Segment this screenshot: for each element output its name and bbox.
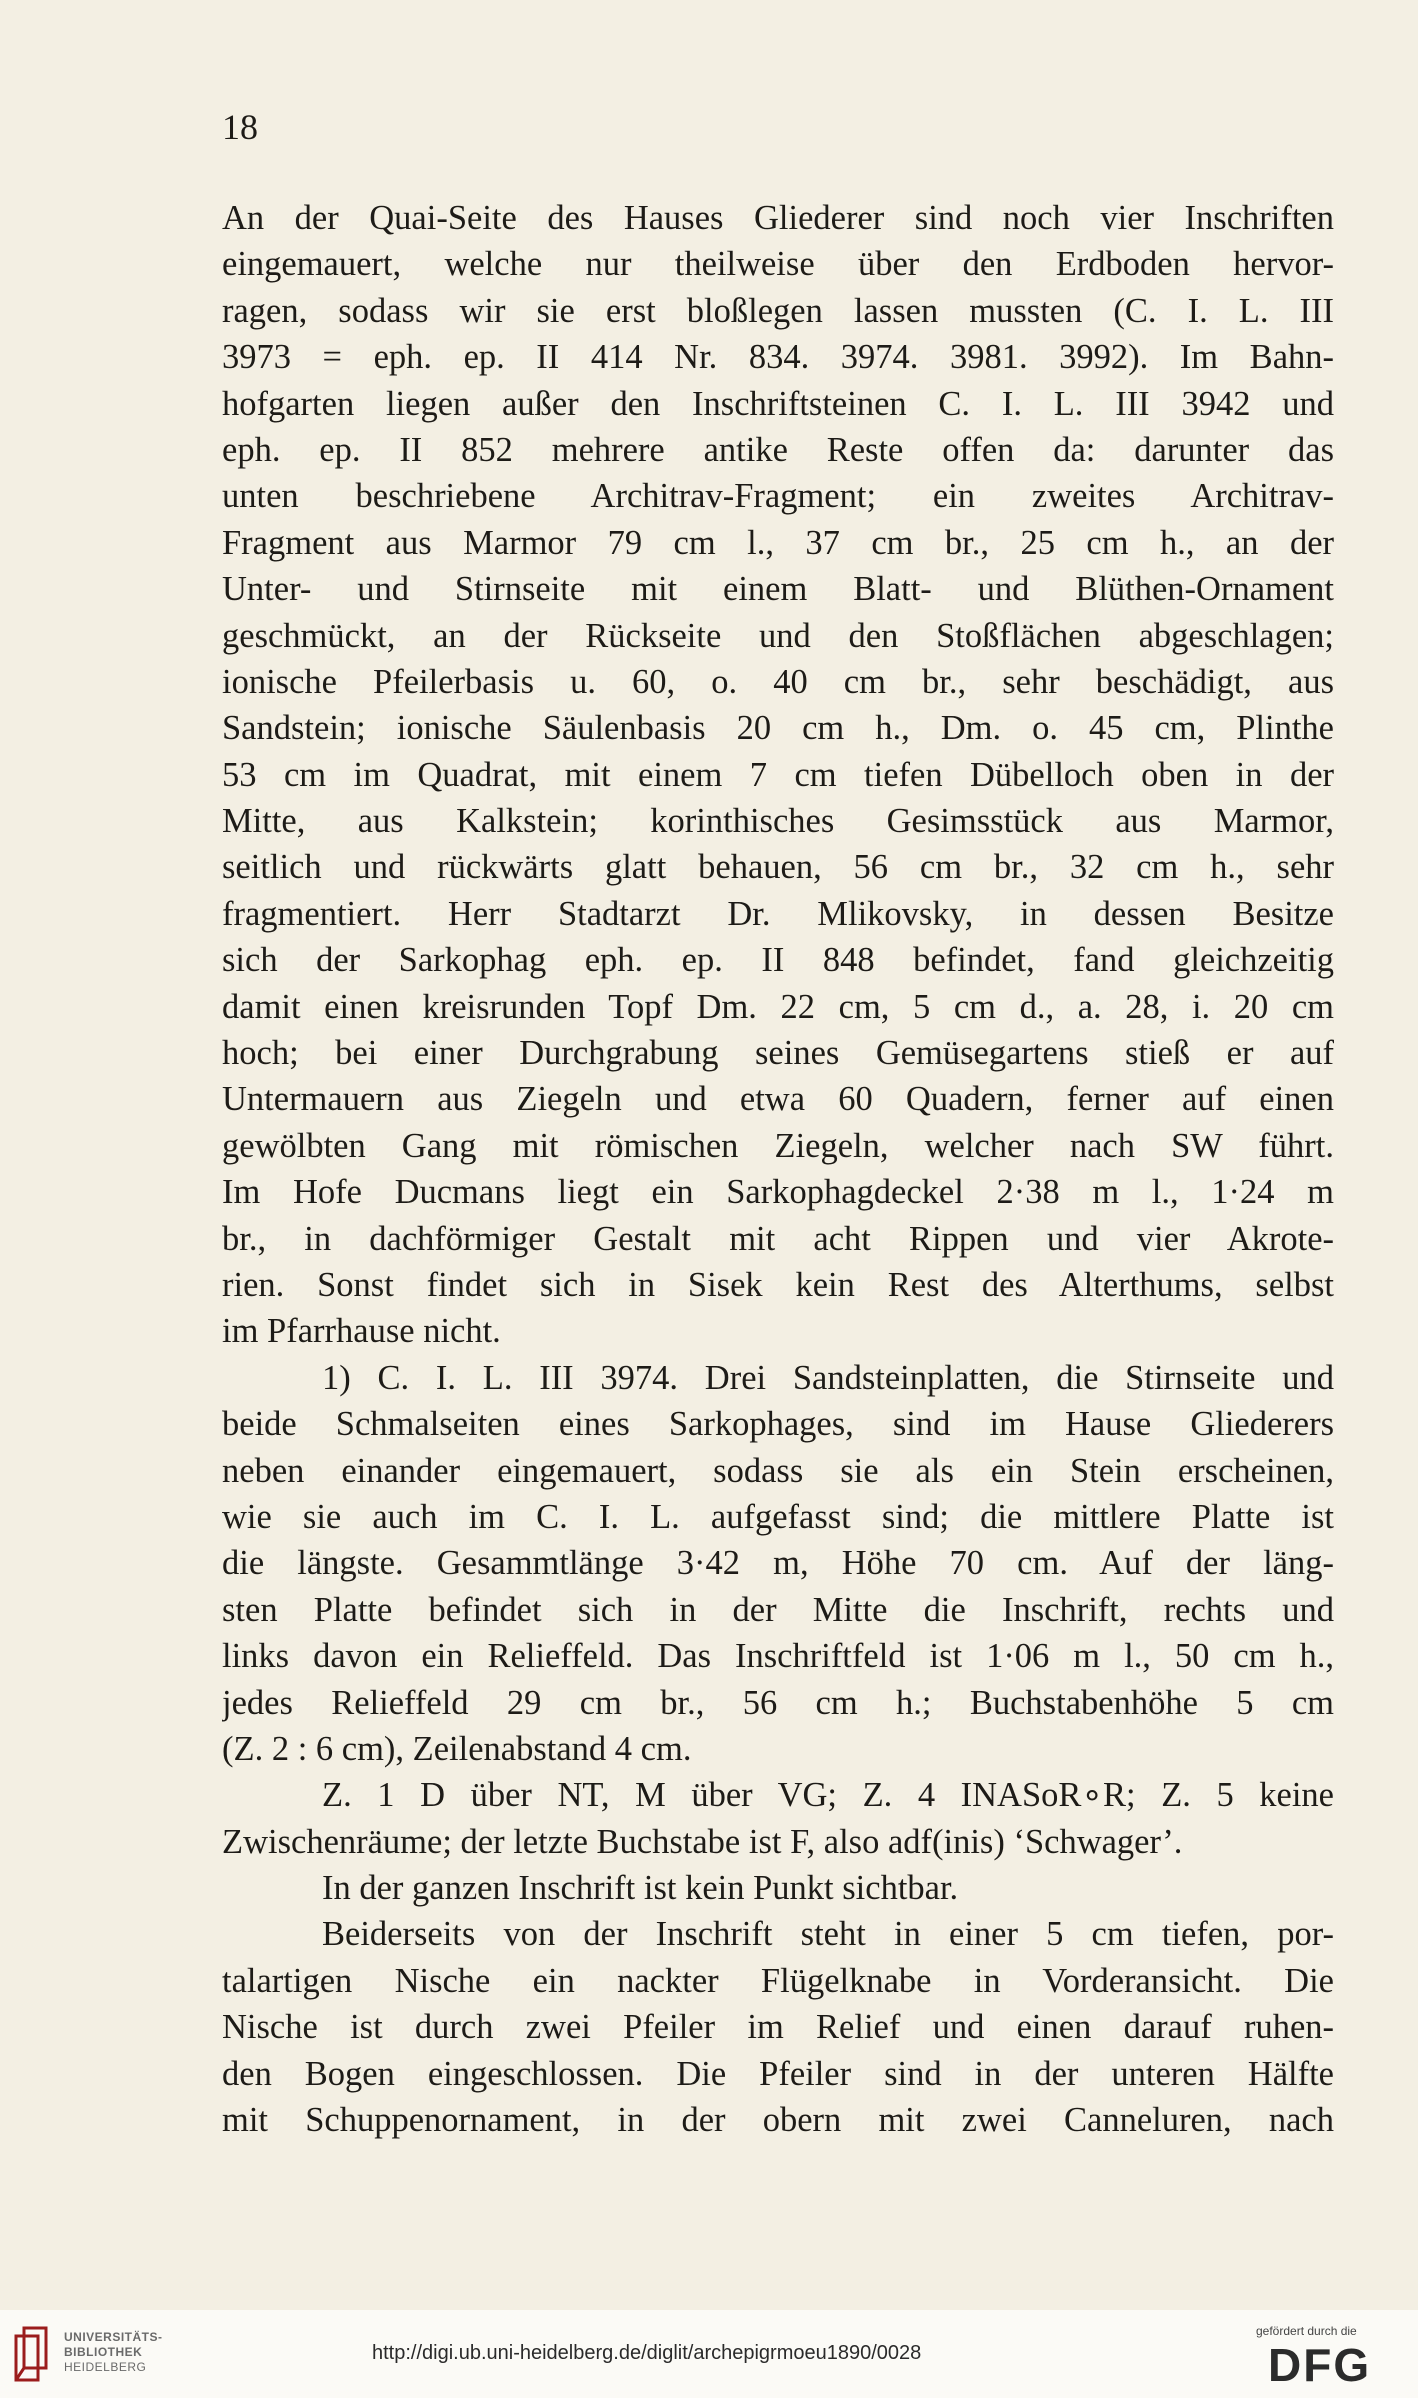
text-line: ragen, sodass wir sie erst bloßlegen lassen mussten (C. I. L. III [222,291,1334,330]
text-line: An der Quai-Seite des Hauses Gliederer sind noch vier Inschriften [222,199,1334,237]
text-line: Fragment aus Marmor 79 cm l., 37 cm br., 25 cm h., an der [222,523,1334,562]
text-line: Sandstein; ionische Säulenbasis 20 cm h., Dm. o. 45 cm, Plinthe [222,709,1334,748]
text-line: Im Hofe Ducmans liegt ein Sarkophagdeckel 2·38 m l., 1·24 m [222,1173,1334,1212]
text-line: br., in dachförmiger Gestalt mit acht Rippen und vier Akrote- [222,1219,1334,1258]
library-name-line1: UNIVERSITÄTS- [64,2330,163,2344]
text-line: Unter- und Stirnseite mit einem Blatt- und Blüthen-Ornament [222,570,1334,609]
text-line: fragmentiert. Herr Stadtarzt Dr. Mlikovsky, in dessen Besitze [222,894,1334,933]
text-line: hoch; bei einer Durchgrabung seines Gemüsegartens stieß er auf [222,1034,1334,1073]
text-line: beide Schmalseiten eines Sarkophages, sind im Hause Gliederers [222,1405,1334,1444]
text-line: 53 cm im Quadrat, mit einem 7 cm tiefen Dübelloch oben in der [222,755,1334,794]
text-line: sich der Sarkophag eph. ep. II 848 befindet, fand gleichzeitig [222,941,1334,980]
library-name-line2: BIBLIOTHEK [64,2345,143,2359]
text-line: die längste. Gesammtlänge 3·42 m, Höhe 70 cm. Auf der läng- [222,1544,1334,1583]
text-line: (Z. 2 : 6 cm), Zeilenabstand 4 cm. [222,1729,692,1768]
text-line: eingemauert, welche nur theilweise über den Erdboden hervor- [222,245,1334,284]
text-line: im Pfarrhause nicht. [222,1312,501,1351]
text-line: eph. ep. II 852 mehrere antike Reste offen da: darunter das [222,430,1334,469]
text-line: wie sie auch im C. I. L. aufgefasst sind; die mittlere Platte ist [222,1497,1334,1536]
text-line: links davon ein Relieffeld. Das Inschriftfeld ist 1·06 m l., 50 cm h., [222,1637,1334,1676]
text-line: rien. Sonst findet sich in Sisek kein Rest des Alterthums, selbst [222,1265,1334,1304]
page-number: 18 [222,107,258,147]
text-line: 1) C. I. L. III 3974. Drei Sandsteinplatten, die Stirnseite und [322,1358,1334,1397]
dfg-logo: DFG [1268,2339,1372,2391]
text-line: damit einen kreisrunden Topf Dm. 22 cm, 5 cm d., a. 28, i. 20 cm [222,987,1334,1026]
text-line: sten Platte befindet sich in der Mitte die Inschrift, rechts und [222,1590,1334,1629]
library-name [64,2330,163,2375]
text-line: mit Schuppenornament, in der obern mit zwei Canneluren, nach [222,2101,1334,2140]
text-line: Beiderseits von der Inschrift steht in einer 5 cm tiefen, por- [322,1915,1334,1954]
text-line: Z. 1 D über NT, M über VG; Z. 4 INASoR∘R; Z. 5 keine [322,1776,1334,1815]
text-line: Mitte, aus Kalkstein; korinthisches Gesimsstück aus Marmor, [222,802,1334,841]
text-line: jedes Relieffeld 29 cm br., 56 cm h.; Buchstabenhöhe 5 cm [222,1683,1334,1722]
text-line: seitlich und rückwärts glatt behauen, 56 cm br., 32 cm h., sehr [222,848,1334,887]
text-line: 3973 = eph. ep. II 414 Nr. 834. 3974. 3981. 3992). Im Bahn- [222,338,1334,377]
text-line: In der ganzen Inschrift ist kein Punkt sichtbar. [322,1869,959,1908]
text-line: neben einander eingemauert, sodass sie als ein Stein erscheinen, [222,1451,1334,1490]
text-line: Untermauern aus Ziegeln und etwa 60 Quadern, ferner auf einen [222,1080,1334,1119]
library-name-line3: HEIDELBERG [64,2360,147,2374]
university-library-logo [14,2326,54,2382]
footer-bar [0,2310,1418,2398]
text-line: den Bogen eingeschlossen. Die Pfeiler sind in der unteren Hälfte [222,2054,1334,2093]
text-line: geschmückt, an der Rückseite und den Stoßflächen abgeschlagen; [222,616,1334,655]
text-line: Nische ist durch zwei Pfeiler im Relief und einen darauf ruhen- [222,2008,1334,2047]
text-line: unten beschriebene Architrav-Fragment; ein zweites Architrav- [222,477,1334,516]
body-text [222,195,1334,2143]
text-line: talartigen Nische ein nackter Flügelknabe in Vorderansicht. Die [222,1961,1334,2000]
source-url[interactable]: http://digi.ub.uni-heidelberg.de/diglit/archepigrmoeu1890/0028 [372,2342,922,2364]
text-line: gewölbten Gang mit römischen Ziegeln, welcher nach SW führt. [222,1126,1334,1165]
text-line: hofgarten liegen außer den Inschriftsteinen C. I. L. III 3942 und [222,384,1334,423]
text-line: ionische Pfeilerbasis u. 60, o. 40 cm br., sehr beschädigt, aus [222,662,1334,701]
funded-by-label: gefördert durch die [1256,2324,1357,2338]
text-line: Zwischenräume; der letzte Buchstabe ist F, also adf(inis) ‘Schwager’. [222,1822,1183,1861]
